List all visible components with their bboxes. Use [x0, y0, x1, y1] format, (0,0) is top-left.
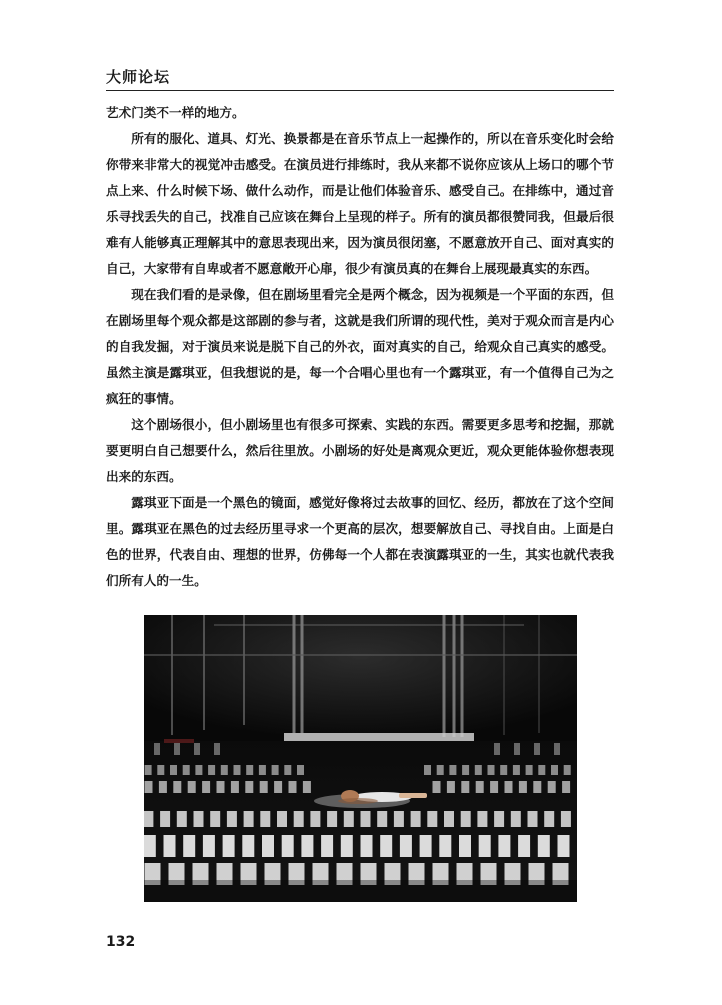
stage-photo: [144, 615, 577, 902]
header-title: 大师论坛: [106, 68, 171, 86]
paragraph: 所有的服化、道具、灯光、换景都是在音乐节点上一起操作的，所以在音乐变化时会给你带来非常大的视觉冲击感受。在演员进行排练时，我从来都不说你应该从上场口的哪个节点上来、什么时候下场、做什么动作，而是让他们体验音乐、感受自己。在排练中，通过音乐寻找丢失的自己，找准自己应该在舞台上呈现的样子。所有的演员都很赞同我，但最后很难有人能够真正理解其中的意思表现出来，因为演员很闭塞，不愿意放开自己、面对真实的自己，大家带有自卑或者不愿意敞开心扉，很少有演员真的在舞台上展现最真实的东西。: [106, 131, 614, 276]
paragraph-continuation: 艺术门类不一样的地方。: [106, 105, 245, 120]
article-body: [106, 100, 614, 594]
paragraph: 露琪亚下面是一个黑色的镜面，感觉好像将过去故事的回忆、经历，都放在了这个空间里。露琪亚在黑色的过去经历里寻求一个更高的层次，想要解放自己、寻找自由。上面是白色的世界，代表自由、理想的世界，仿佛每一个人都在表演露琪亚的一生，其实也就代表我们所有人的一生。: [106, 495, 614, 588]
running-header: [106, 66, 614, 91]
page-number: 132: [106, 934, 136, 950]
stage-photo-illustration: [144, 615, 577, 902]
paragraph: 这个剧场很小，但小剧场里也有很多可探索、实践的东西。需要更多思考和挖掘，那就要更明白自己想要什么，然后往里放。小剧场的好处是离观众更近，观众更能体验你想表现出来的东西。: [106, 417, 614, 484]
paragraph: 现在我们看的是录像，但在剧场里看完全是两个概念，因为视频是一个平面的东西，但在剧场里每个观众都是这部剧的参与者，这就是我们所谓的现代性，美对于观众而言是内心的自我发掘，对于演员来说是脱下自己的外衣，面对真实的自己，给观众自己真实的感受。虽然主演是露琪亚，但我想说的是，每一个合唱心里也有一个露琪亚，有一个值得自己为之疯狂的事情。: [106, 287, 614, 406]
